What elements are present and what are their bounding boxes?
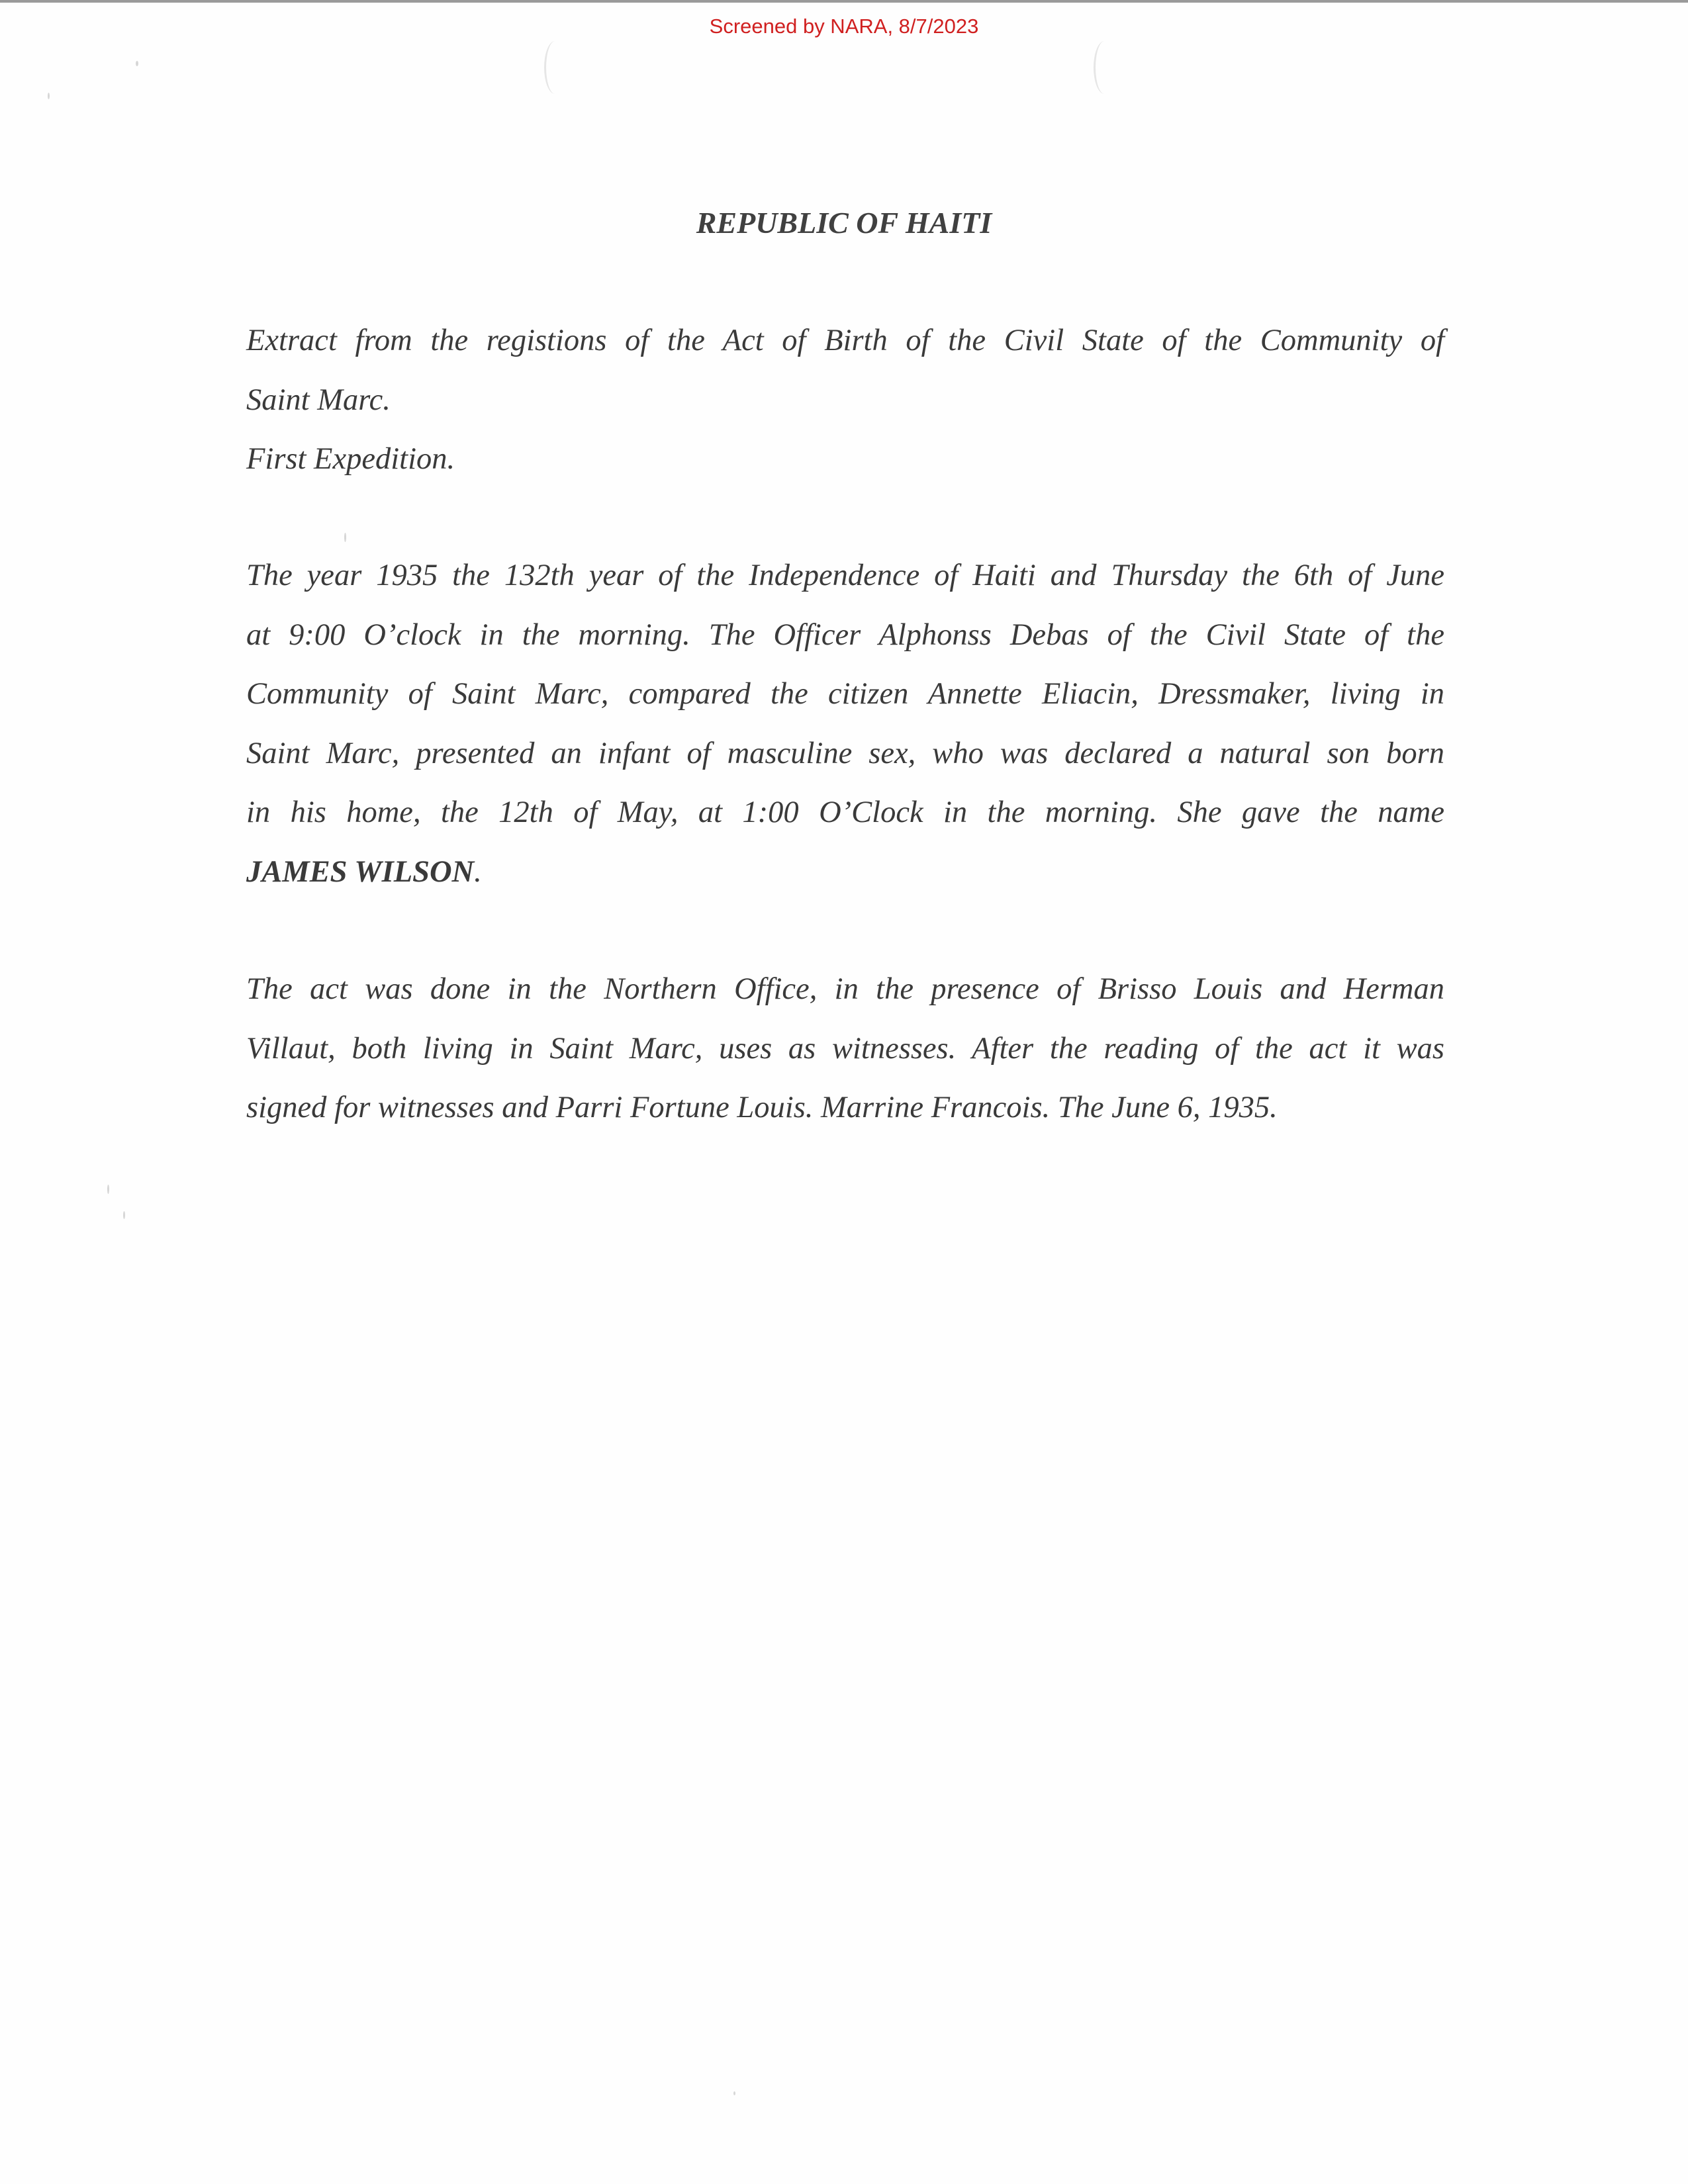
child-name: JAMES WILSON [246,854,475,889]
child-name-period: . [474,854,482,889]
act-line: at 9:00 O’clock in the morning. The Officer Alphonss Debas of the Civil State of the [246,617,1444,652]
scan-artifact [544,41,566,94]
document-title: REPUBLIC OF HAITI [696,206,992,240]
act-line: Saint Marc, presented an infant of masculine sex, who was declared a natural son born [246,736,1444,770]
child-name-line [246,842,1444,902]
scan-speck [733,2091,735,2095]
scan-speck [107,1185,109,1194]
act-line: in his home, the 12th of May, at 1:00 O’Clock in the morning. She gave the name [246,796,1444,829]
witness-line: Villaut, both living in Saint Marc, uses as witnesses. After the reading of the act it was [246,1031,1444,1066]
witness-line: signed for witnesses and Parri Fortune Louis. Marrine Francois. The June 6, 1935. [246,1091,1278,1124]
extract-paragraph [246,311,1444,489]
scan-speck [123,1211,125,1219]
scan-top-edge [0,0,1688,3]
nara-screening-stamp: Screened by NARA, 8/7/2023 [709,15,979,38]
witness-line: The act was done in the Northern Office, in the presence of Brisso Louis and Herman [246,972,1444,1006]
scan-speck [48,93,50,99]
act-line: Community of Saint Marc, compared the citizen Annette Eliacin, Dressmaker, living in [246,677,1444,711]
scan-speck [344,533,346,542]
scan-speck [136,61,138,66]
birth-act-paragraph [246,546,1444,901]
scan-artifact [1094,41,1115,94]
extract-line: Extract from the registions of the Act of Birth of the Civil State of the Community of [246,324,1444,357]
extract-line: First Expedition. [246,442,455,476]
act-line: The year 1935 the 132th year of the Independence of Haiti and Thursday the 6th of June [246,559,1444,592]
witness-paragraph [246,960,1444,1138]
extract-line: Saint Marc. [246,383,391,417]
